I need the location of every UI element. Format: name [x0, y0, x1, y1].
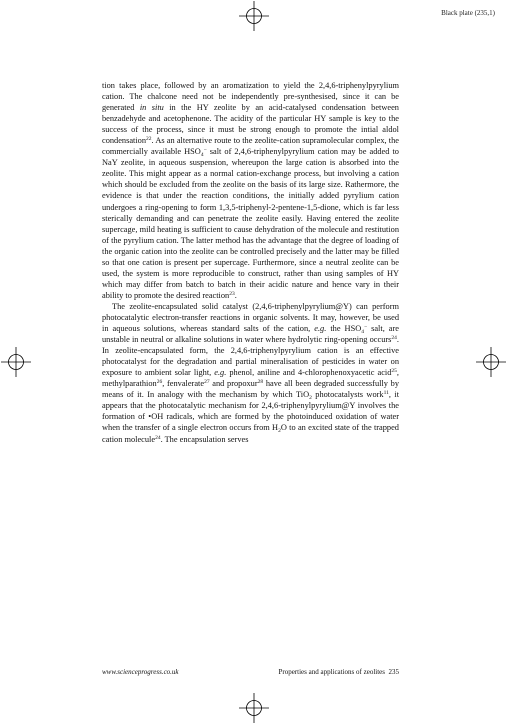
citation-ref: 28 — [257, 379, 264, 386]
citation-ref: 25 — [391, 368, 397, 375]
footer-running-title: Properties and applications of zeolites 235 — [278, 668, 399, 676]
citation-ref: 26 — [156, 379, 163, 386]
registration-mark-right — [476, 347, 506, 377]
registration-mark-top — [239, 1, 269, 31]
paragraph-1: tion takes place, followed by an aromatization to yield the 2,4,6-triphenylpyrylium cation. The chalcone need not be independently pre-synthesised, since it can be generated in situ in the HY zeolite by an acid-catalysed condensation between benzadehyde and acetophenone. The acidity of the particular HY sample is key to the success of the process, since it must be strong enough to promote the intial aldol condensation$^{22}$. As an alternative route to the zeolite-cation supramolecular complex, the commercially available $HSO_4^-$ salt of 2,4,6-triphenylpyrylium cation may be added to NaY zeolite, in aqueous suspension, whereupon the large cation is absorbed into the zeolite. This might appear as a normal cation-exchange process, but involving a cation which should be excluded from the zeolite on the basis of its large size. Rathermore, the evidence is that under the reaction conditions, the initially added pyrylium cation undergoes a ring-opening to form 1,3,5-triphenyl-2-pentene-1,5-dione, which is far less sterically demanding and can penetrate the zeolite easily. Having entered the zeolite supercage, mild heating is sufficient to cause dehydration of the molecule and restitution of the pyrylium cation. The latter method has the advantage that the degree of loading of the organic cation into the zeolite can be controlled precisely and the latter may be filled so that one cation is present per supercage. Furthermore, since a neutral zeolite can be used, the system is more reproducible to construct, rather than using samples of HY which may differ from batch to batch in their acidic nature and hence vary in their ability to promote the desired reaction$^{23}$. — [102, 81, 399, 300]
registration-mark-bottom — [239, 693, 269, 723]
footer-url: www.scienceprogress.co.uk — [102, 668, 179, 676]
citation-ref: 24 — [155, 434, 161, 441]
citation-ref: 27 — [204, 379, 210, 386]
citation-ref: 22 — [146, 136, 152, 143]
page-number: 235 — [388, 668, 399, 676]
plate-label: Black plate (235,1) — [441, 9, 495, 17]
paragraph-2: The zeolite-encapsulated solid catalyst (2,4,6-triphenylpyrylium@Y) can perform photocatalytic electron-transfer reactions in organic solvents. It may, however, be used in aqueous solutions, whereas standard salts of the cation, e.g. the $HSO_4^-$ salt, are unstable in neutral or alkaline solutions in water where hydrolytic ring-opening occurs$^{24}$. In zeolite-encapsulated form, the 2,4,6-triphenylpyrylium cation is an effective photocatalyst for the degradation and partial mineralisation of pesticides in water on exposure to ambient solar light, e.g. phenol, aniline and 4-chlorophenoxyacetic acid$^{25}$, methylparathion$^{26}$, fenvalerate$^{27}$ and propoxur$^{28}$ have all been degraded successfully by means of it. In analogy with the mechanism by which TiO$_2$ photocatalysts work$^{11}$, it appears that the photocatalytic mechanism for 2,4,6-triphenylpyrylium@Y involves the formation of •OH radicals, which are formed by the photoinduced oxidation of water when the transfer of a single electron occurs from $H_2O$ to an excited state of the trapped cation molecule$^{24}$. The encapsulation serves — [102, 301, 400, 444]
article-body — [102, 80, 399, 445]
page-footer — [102, 668, 399, 676]
citation-ref: 11 — [383, 390, 389, 397]
registration-mark-left — [1, 347, 31, 377]
citation-ref: 24 — [391, 335, 397, 342]
citation-ref: 23 — [229, 290, 235, 297]
